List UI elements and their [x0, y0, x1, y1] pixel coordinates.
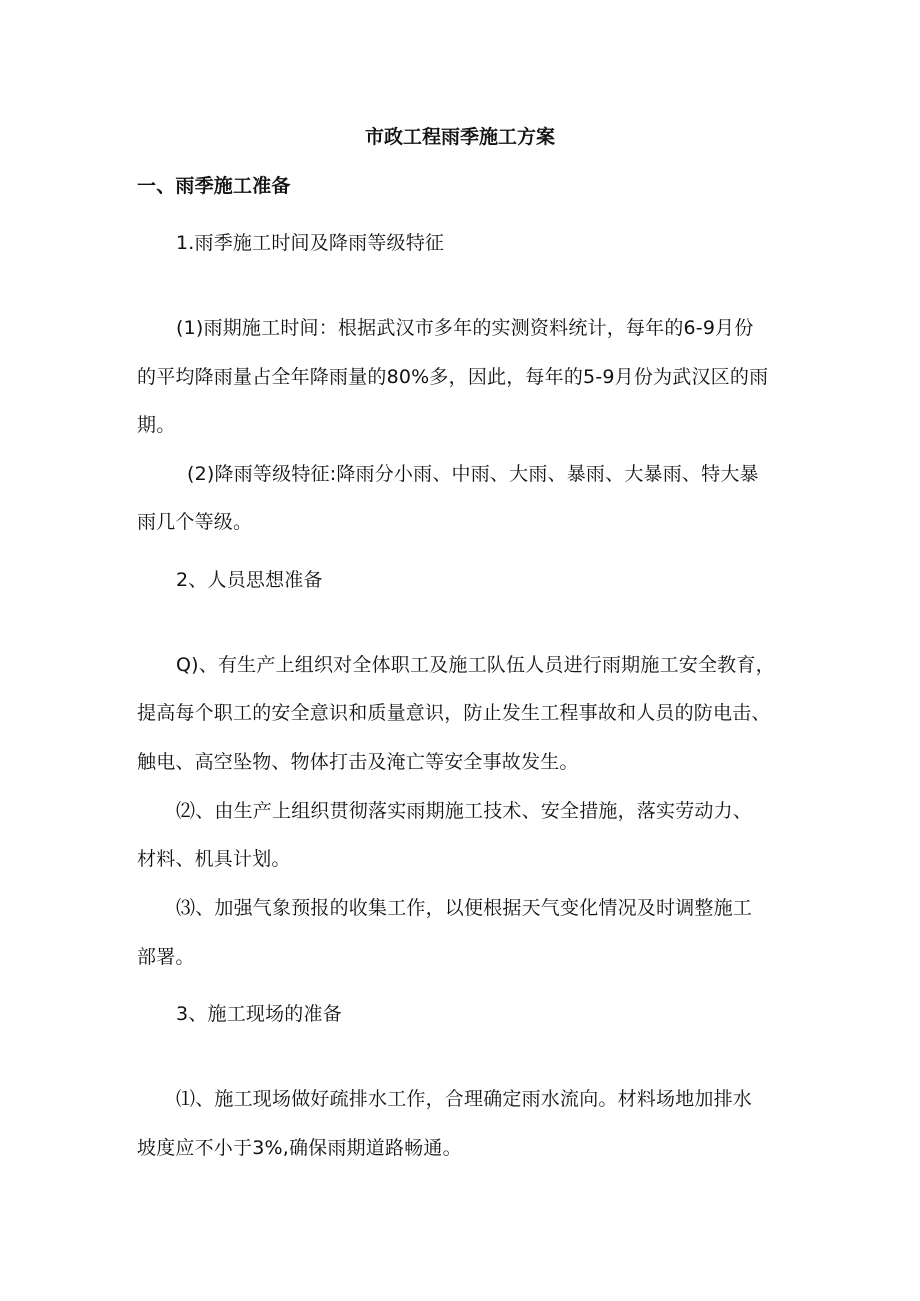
paragraph-line: 坡度应不小于3%,确保雨期道路畅通。: [137, 1137, 462, 1159]
paragraph-line: 材料、机具计划。: [137, 848, 291, 870]
document-title: 市政工程雨季施工方案: [364, 126, 555, 148]
paragraph-line: 期。: [137, 414, 176, 436]
paragraph-line: ⑶、加强气象预报的收集工作，以便根据天气变化情况及时调整施工: [176, 897, 753, 919]
paragraph-line: 雨几个等级。: [137, 511, 253, 533]
paragraph-line: ⑵、由生产上组织贯彻落实雨期施工技术、安全措施，落实劳动力、: [176, 800, 753, 822]
paragraph-line: 触电、高空坠物、物体打击及淹亡等安全事故发生。: [137, 751, 579, 773]
paragraph-line: ⑴、施工现场做好疏排水工作，合理确定雨水流向。材料场地加排水: [176, 1088, 753, 1110]
subsection-heading: 2、人员思想准备: [176, 569, 323, 591]
paragraph-line: (2)降雨等级特征:降雨分小雨、中雨、大雨、暴雨、大暴雨、特大暴: [187, 463, 759, 485]
section-heading: 一、雨季施工准备: [137, 175, 291, 197]
subsection-heading: 1.雨季施工时间及降雨等级特征: [176, 232, 445, 254]
paragraph-line: 的平均降雨量占全年降雨量的80%多，因此，每年的5-9月份为武汉区的雨: [137, 366, 769, 388]
paragraph-line: 部署。: [137, 946, 195, 968]
paragraph-line: Q)、有生产上组织对全体职工及施工队伍人员进行雨期施工安全教育，: [176, 654, 775, 676]
paragraph-line: (1)雨期施工时间：根据武汉市多年的实测资料统计，每年的6-9月份: [176, 317, 754, 339]
subsection-heading: 3、施工现场的准备: [176, 1003, 342, 1025]
paragraph-line: 提高每个职工的安全意识和质量意识，防止发生工程事故和人员的防电击、: [137, 702, 771, 724]
